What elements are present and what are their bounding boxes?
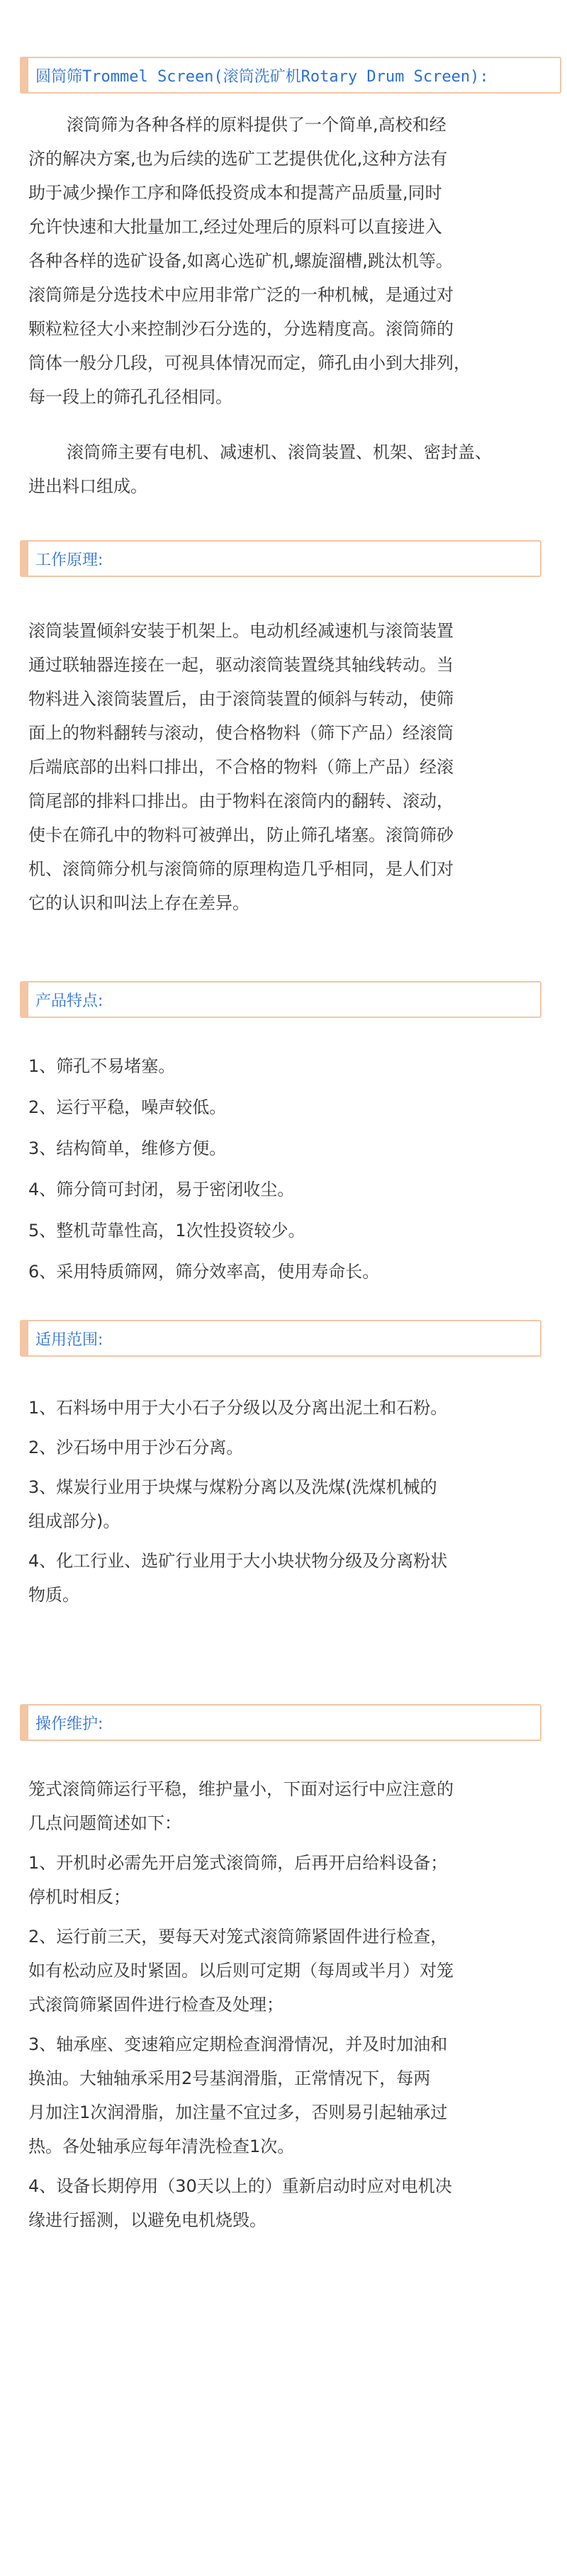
section-title: 适用范围: [35,1331,103,1349]
list-item-cont: 组成部分)。 [28,1511,120,1531]
section-header-operation-maintenance [20,1704,541,1741]
list-item-cont: 热。各处轴承应每年清洗检查1次。 [28,2137,295,2156]
text-line: 筒体一般分几段，可视具体情况而定，筛孔由小到大排列， [28,353,471,373]
text-line: 通过联轴器连接在一起，驱动滚筒装置绕其轴线转动。当 [28,655,454,675]
text-line: 物料进入滚筒装置后，由于滚筒装置的倾斜与转动，使筛 [28,689,454,709]
list-item: 2、运行前三天，要每天对笼式滚筒筛紧固件进行检查， [28,1927,448,1947]
text-line: 进出料口组成。 [28,476,147,496]
list-item-cont: 缘进行摇测，以避免电机烧毁。 [28,2210,266,2230]
text-line: 滚筒筛为各种各样的原料提供了一个简单,高校和经 [67,115,447,135]
text-line: 筒尾部的排料口排出。由于物料在滚筒内的翻转、滚动， [28,791,454,811]
list-item: 3、结构简单，维修方便。 [28,1138,227,1158]
list-item: 4、筛分筒可封闭，易于密闭收尘。 [28,1180,295,1199]
list-item: 5、整机苛靠性高，1次性投资较少。 [28,1221,305,1241]
text-line: 后端底部的出料口排出，不合格的物料（筛上产品）经滚 [28,757,454,777]
list-item: 1、石料场中用于大小石子分级以及分离出泥土和石粉。 [28,1398,448,1418]
text-line: 滚筒筛是分选技术中应用非常广泛的一种机械，是通过对 [28,285,454,305]
paragraph [28,435,546,503]
text-line: 它的认识和叫法上存在差异。 [28,893,249,913]
maintenance-list [28,1772,546,2237]
feature-list [28,1049,546,1289]
section-header-product-features [20,981,541,1018]
text-line: 机、滚筒筛分机与滚筒筛的原理构造几乎相同，是人们对 [28,859,454,879]
text-line: 几点问题简述如下： [28,1813,181,1833]
list-item: 4、化工行业、选矿行业用于大小块状物分级及分离粉状 [28,1551,448,1571]
text-line: 滚筒筛主要有电机、减速机、滚筒装置、机架、密封盖、 [67,442,492,462]
list-item: 2、沙石场中用于沙石分离。 [28,1438,244,1457]
text-line: 各种各样的选矿设备,如离心选矿机,螺旋溜槽,跳汰机等。 [28,251,453,271]
list-item-cont: 物质。 [28,1585,79,1605]
list-item-cont: 月加注1次润滑脂，加注量不宜过多，否则易引起轴承过 [28,2102,448,2122]
list-item: 1、开机时必需先开启笼式滚筒筛，后再开启给料设备； [28,1853,448,1873]
text-line: 每一段上的筛孔孔径相同。 [28,387,232,407]
list-item: 3、煤炭行业用于块煤与煤粉分离以及洗煤(洗煤机械的 [28,1477,437,1497]
text-line: 颗粒粒径大小来控制沙石分选的，分选精度高。滚筒筛的 [28,319,454,339]
scope-list [28,1391,546,1612]
list-item: 2、运行平稳，噪声较低。 [28,1097,227,1117]
section-title: 操作维护: [35,1715,103,1733]
list-item: 1、筛孔不易堵塞。 [28,1056,176,1076]
text-line: 面上的物料翻转与滚动，使合格物料（筛下产品）经滚筒 [28,723,454,743]
text-line: 济的解决方案,也为后续的选矿工艺提供优化,这种方法有 [28,149,448,169]
list-item: 3、轴承座、变速箱应定期检查润滑情况，并及时加油和 [28,2034,448,2054]
text-line: 使卡在筛孔中的物料可被弹出，防止筛孔堵塞。滚筒筛砂 [28,825,454,845]
text-line: 滚筒装置倾斜安装于机架上。电动机经减速机与滚筒装置 [28,621,454,641]
text-line: 助于减少操作工序和降低投资成本和提蒿产品质量,同时 [28,183,442,203]
list-item-cont: 式滚筒筛紧固件进行检查及处理； [28,1995,284,2015]
section-title: 产品特点: [35,992,103,1010]
list-item-cont: 如有松动应及时紧固。以后则可定期（每周或半月）对笼 [28,1961,454,1981]
text-line: 笼式滚筒筛运行平稳，维护量小，下面对运行中应注意的 [28,1779,454,1799]
text-line: 允许快速和大批量加工,经过处理后的原料可以直接进入 [28,217,442,237]
list-item: 6、采用特质筛网，筛分效率高，使用寿命长。 [28,1262,380,1282]
paragraph [28,614,546,920]
list-item-cont: 换油。大轴轴承采用2号基润滑脂，正常情况下，每两 [28,2068,431,2088]
section-header-trommel [20,57,561,94]
section-header-application-scope [20,1320,541,1357]
section-title: 圆筒筛Trommel Screen(滚筒洗矿机Rotary Drum Screen): [35,68,489,86]
list-item-cont: 停机时相反； [28,1887,130,1907]
list-item: 4、设备长期停用（30天以上的）重新启动时应对电机决 [28,2176,452,2196]
section-title: 工作原理: [35,551,103,569]
paragraph [28,108,546,414]
section-header-working-principle [20,540,541,577]
